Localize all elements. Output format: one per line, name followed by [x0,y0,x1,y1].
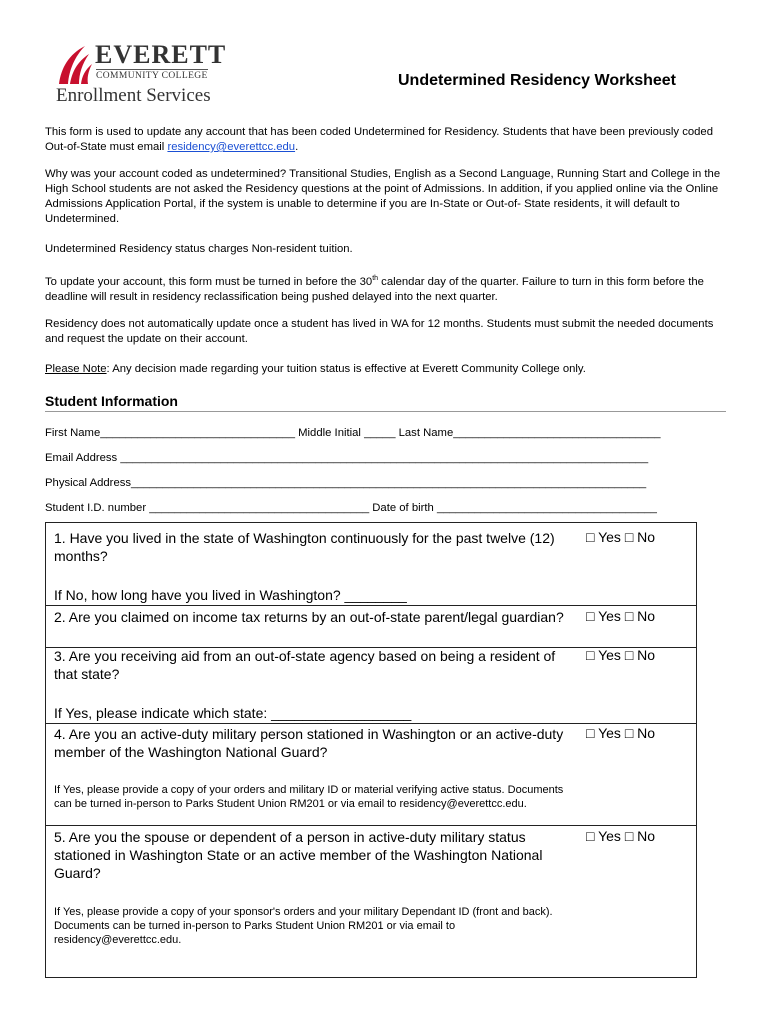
name-field-row[interactable]: First Name_______________________________ Middle Initial _____ Last Name_________________________________ [45,427,661,439]
why-paragraph: Why was your account coded as undetermined? Transitional Studies, English as a Second Language, Running Start and College in the High School students are not asked the Residency questions at the point of Admissions. In addition, if you applied online via the Online Admissions Application Portal, if the system is unable to determine if you are In-State or Out-of- State residents, it will default to Undetermined. [45,168,721,225]
logo-community-college: COMMUNITY COLLEGE [96,71,208,81]
question-1: 1. Have you lived in the state of Washington continuously for the past twelve (12) months? [54,530,555,564]
logo-everett: EVERETT [95,40,227,69]
logo-enrollment-services: Enrollment Services [56,85,211,106]
please-note-text: : Any decision made regarding your tuition status is effective at Everett Community College only. [106,363,586,375]
question-5-yes-no[interactable]: □ Yes □ No [586,828,656,844]
email-field-row[interactable]: Email Address ____________________________________________________________________________________ [45,452,649,464]
question-2-yes-no[interactable]: □ Yes □ No [586,608,656,624]
row-divider [46,825,696,826]
page-title: Undetermined Residency Worksheet [398,72,677,89]
row-divider [46,605,696,606]
residency-questions-box [45,522,697,978]
college-logo [55,42,225,108]
residency-email-link[interactable]: residency@everettcc.edu [167,141,296,153]
question-4: 4. Are you an active-duty military person stationed in Washington or an active-duty member of the Washington National Guard? [54,726,564,760]
question-3-followup[interactable]: If Yes, please indicate which state: __________________ [54,705,412,721]
address-field-row[interactable]: Physical Address__________________________________________________________________________________ [45,477,647,489]
question-1-yes-no[interactable]: □ Yes □ No [586,529,656,545]
deadline-paragraph [45,271,730,305]
deadline-after: calendar day of the quarter. Failure to turn in this form before the deadline will result in residency reclassification being pushed delayed into the next quarter. [45,275,704,303]
please-note-label: Please Note [45,363,107,375]
question-2: 2. Are you claimed on income tax returns by an out-of-state parent/legal guardian? [54,609,564,625]
question-4-note: If Yes, please provide a copy of your orders and military ID or material verifying active status. Documents can be turned in-person to Parks Student Union RM201 or via email to residency@everettcc.edu. [54,784,564,810]
question-4-yes-no[interactable]: □ Yes □ No [586,725,656,741]
question-5: 5. Are you the spouse or dependent of a person in active-duty military status stationed in Washington State or an active member of the Washington National Guard? [54,829,543,881]
question-1-followup[interactable]: If No, how long have you lived in Washington? ________ [54,587,407,603]
intro-text: This form is used to update any account that has been coded Undetermined for Residency. Students that have been previously coded Out-of-State must email [45,126,713,153]
intro-end: . [295,141,299,153]
deadline-before: To update your account, this form must be turned in before the 30 [45,275,373,288]
intro-paragraph [45,125,730,155]
question-5-note: If Yes, please provide a copy of your sponsor's orders and your military Dependant ID (front and back). Documents can be turned in-person to Parks Student Union RM201 or via email to residency@everettcc.edu. [54,906,553,946]
question-3: 3. Are you receiving aid from an out-of-state agency based on being a resident of that state? [54,648,556,682]
id-dob-field-row[interactable]: Student I.D. number ___________________________________ Date of birth ___________________________________ [45,502,657,514]
flame-logo-icon [55,44,93,84]
please-note-paragraph [45,362,730,377]
question-3-yes-no[interactable]: □ Yes □ No [586,647,656,663]
student-information-heading: Student Information [45,393,178,409]
section-divider [45,411,726,412]
charges-paragraph: Undetermined Residency status charges Non-resident tuition. [45,243,353,255]
auto-update-paragraph: Residency does not automatically update once a student has lived in WA for 12 months. Students must submit the needed documents and request the update on their account. [45,318,714,345]
deadline-sup: th [372,275,379,282]
row-divider [46,723,696,724]
